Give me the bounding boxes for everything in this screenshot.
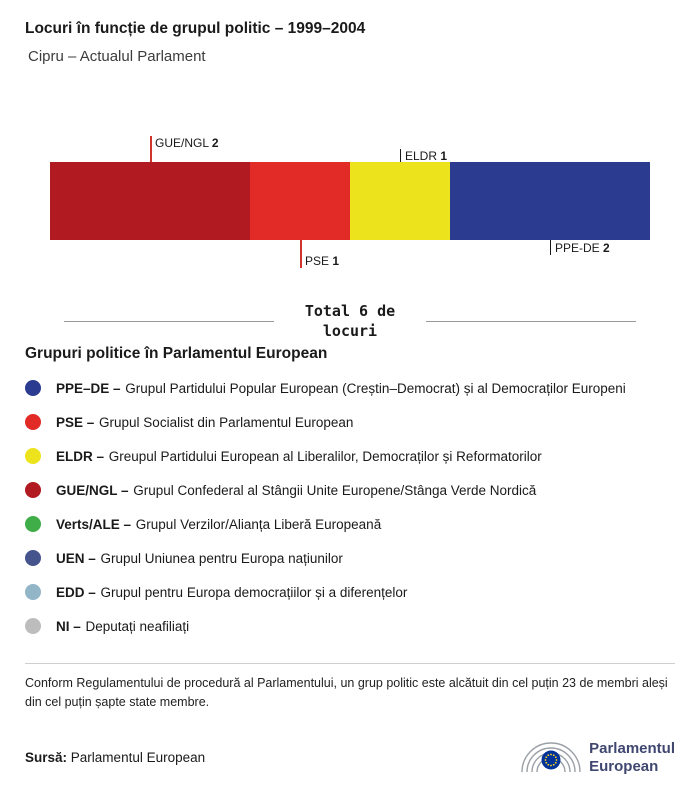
bar-segment-ppe-de[interactable]: [450, 162, 650, 240]
legend-item-eldr: [25, 439, 675, 473]
seat-bar: [50, 162, 650, 240]
bar-segment-gue-ngl[interactable]: [50, 162, 250, 240]
label-leader-line: [150, 136, 152, 162]
footnote-divider: [25, 663, 675, 664]
total-row: [64, 302, 636, 341]
legend-label: PSE – Grupul Socialist din Parlamentul European: [56, 414, 354, 430]
legend-label: Verts/ALE – Grupul Verzilor/Alianța Liberă Europeană: [56, 516, 382, 532]
legend-label: PPE–DE – Grupul Partidului Popular European (Creștin–Democrat) și al Democraților Europeni: [56, 380, 626, 396]
seat-chart: [50, 136, 650, 268]
legend-label: ELDR – Greupul Partidului European al Liberalilor, Democraților și Reformatorilor: [56, 448, 542, 464]
legend-label: GUE/NGL – Grupul Confederal al Stângii Unite Europene/Stânga Verde Nordică: [56, 482, 537, 498]
bar-label-gue-ngl: GUE/NGL 2: [150, 136, 219, 162]
source-value: Parlamentul European: [70, 750, 206, 765]
legend-color-dot: [25, 414, 41, 430]
bar-label-pse: PSE 1: [300, 240, 339, 268]
total-rule-right: [426, 321, 636, 322]
legend-heading: Grupuri politice în Parlamentul European: [25, 345, 328, 362]
bar-segment-eldr[interactable]: [350, 162, 450, 240]
logo-text: [589, 740, 675, 775]
logo-text-line2: European: [589, 757, 659, 775]
label-leader-line: [550, 240, 552, 255]
footer: [25, 736, 675, 780]
legend-color-dot: [25, 618, 41, 634]
labels-bottom: [50, 240, 650, 268]
legend-label: EDD – Grupul pentru Europa democrațiilor și a diferențelor: [56, 584, 408, 600]
legend-item-uen: [25, 541, 675, 575]
legend-item-ni: [25, 609, 675, 643]
legend-item-verts-ale: [25, 507, 675, 541]
legend-label: UEN – Grupul Uniunea pentru Europa națiunilor: [56, 550, 343, 566]
total-label: Total 6 de locuri: [304, 302, 396, 340]
logo-text-line1: Parlamentul: [589, 740, 675, 758]
legend-color-dot: [25, 482, 41, 498]
legend-item-ppe-de: [25, 371, 675, 405]
page-title: Locuri în funcție de grupul politic – 1999–2004: [25, 20, 366, 37]
label-leader-line: [300, 240, 302, 268]
label-leader-line: [400, 149, 402, 162]
ep-hemicycle-icon: [520, 736, 582, 780]
legend-item-edd: [25, 575, 675, 609]
source-line: [25, 750, 205, 765]
labels-top: [50, 136, 650, 162]
legend-label: NI – Deputați neafiliați: [56, 618, 190, 634]
legend-color-dot: [25, 550, 41, 566]
total-rule-left: [64, 321, 274, 322]
eu-flag-icon: [542, 750, 561, 769]
european-parliament-logo: [520, 736, 675, 780]
legend-color-dot: [25, 584, 41, 600]
legend-list: [25, 371, 675, 643]
legend-item-pse: [25, 405, 675, 439]
legend-item-gue-ngl: [25, 473, 675, 507]
legend-color-dot: [25, 380, 41, 396]
legend-color-dot: [25, 448, 41, 464]
legend-color-dot: [25, 516, 41, 532]
page-subtitle: Cipru – Actualul Parlament: [28, 48, 206, 65]
footnote-text: Conform Regulamentului de procedură al Parlamentului, un grup politic este alcătuit din cel puțin 23 de membri aleși din cel puțin șapte state membre.: [25, 676, 668, 709]
bar-segment-pse[interactable]: [250, 162, 350, 240]
source-label: Sursă:: [25, 750, 68, 765]
bar-label-eldr: ELDR 1: [400, 149, 447, 162]
bar-label-ppe-de: PPE-DE 2: [550, 240, 610, 255]
